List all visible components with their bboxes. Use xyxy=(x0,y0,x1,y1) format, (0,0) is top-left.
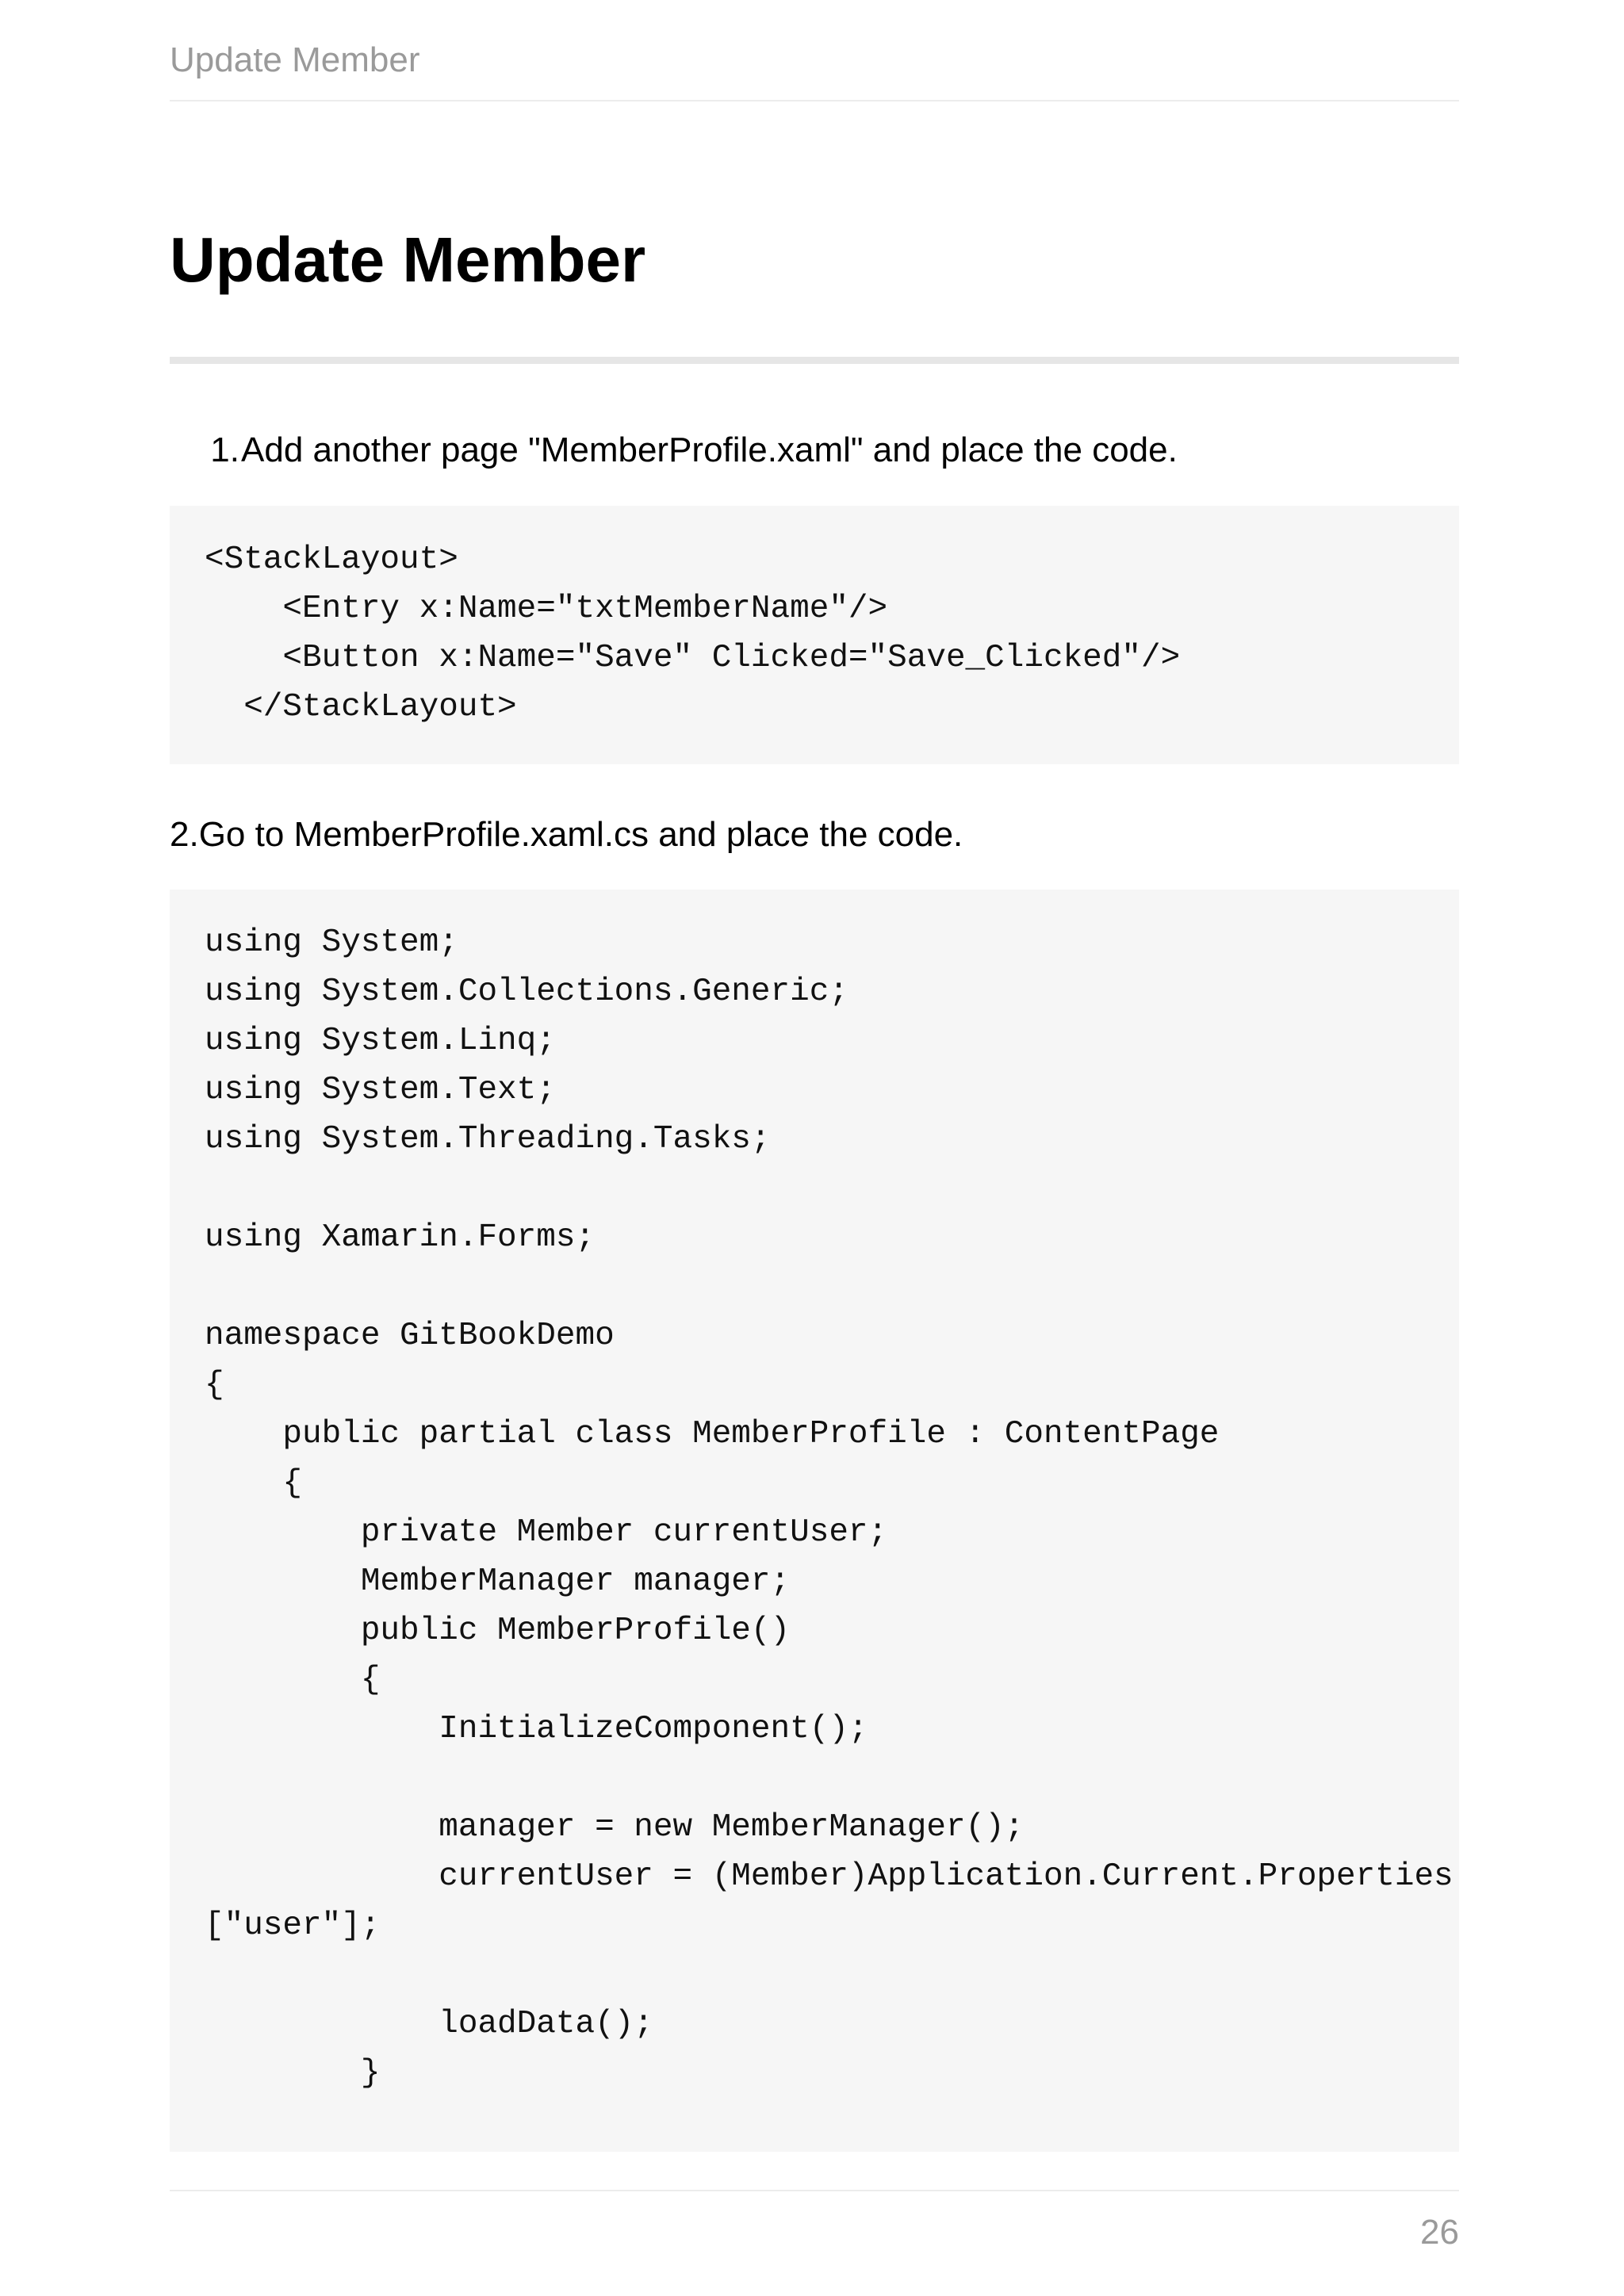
step-1-text: Add another page "MemberProfile.xaml" and place the code. xyxy=(241,430,1178,469)
running-header: Update Member xyxy=(170,40,420,79)
footer-divider xyxy=(170,2190,1459,2191)
csharp-code-block xyxy=(170,890,1459,2152)
csharp-code: using System; using System.Collections.Generic; using System.Linq; using System.Text; using System.Threading.Tasks; using Xamarin.Forms; namespace GitBookDemo { public partial class MemberProfile : ContentPage { private Member currentUser; MemberManager manager; public MemberProfile() { InitializeComponent(); manager = new MemberManager(); currentUser = (Member)Application.Current.Properties ["user"]; loadData(); } xyxy=(205,924,1454,2091)
xaml-code: <StackLayout> <Entry x:Name="txtMemberName"/> <Button x:Name="Save" Clicked="Save_Clicked"/> </StackLayout> xyxy=(205,541,1181,725)
step-1-instruction xyxy=(170,427,1178,474)
xaml-code-block xyxy=(170,506,1459,764)
title-divider xyxy=(170,357,1459,364)
page-number: 26 xyxy=(1420,2213,1459,2252)
page-title: Update Member xyxy=(170,224,646,295)
header-divider xyxy=(170,100,1459,101)
step-2-instruction: 2.Go to MemberProfile.xaml.cs and place the code. xyxy=(170,815,963,854)
step-1-number: 1. xyxy=(210,430,239,469)
